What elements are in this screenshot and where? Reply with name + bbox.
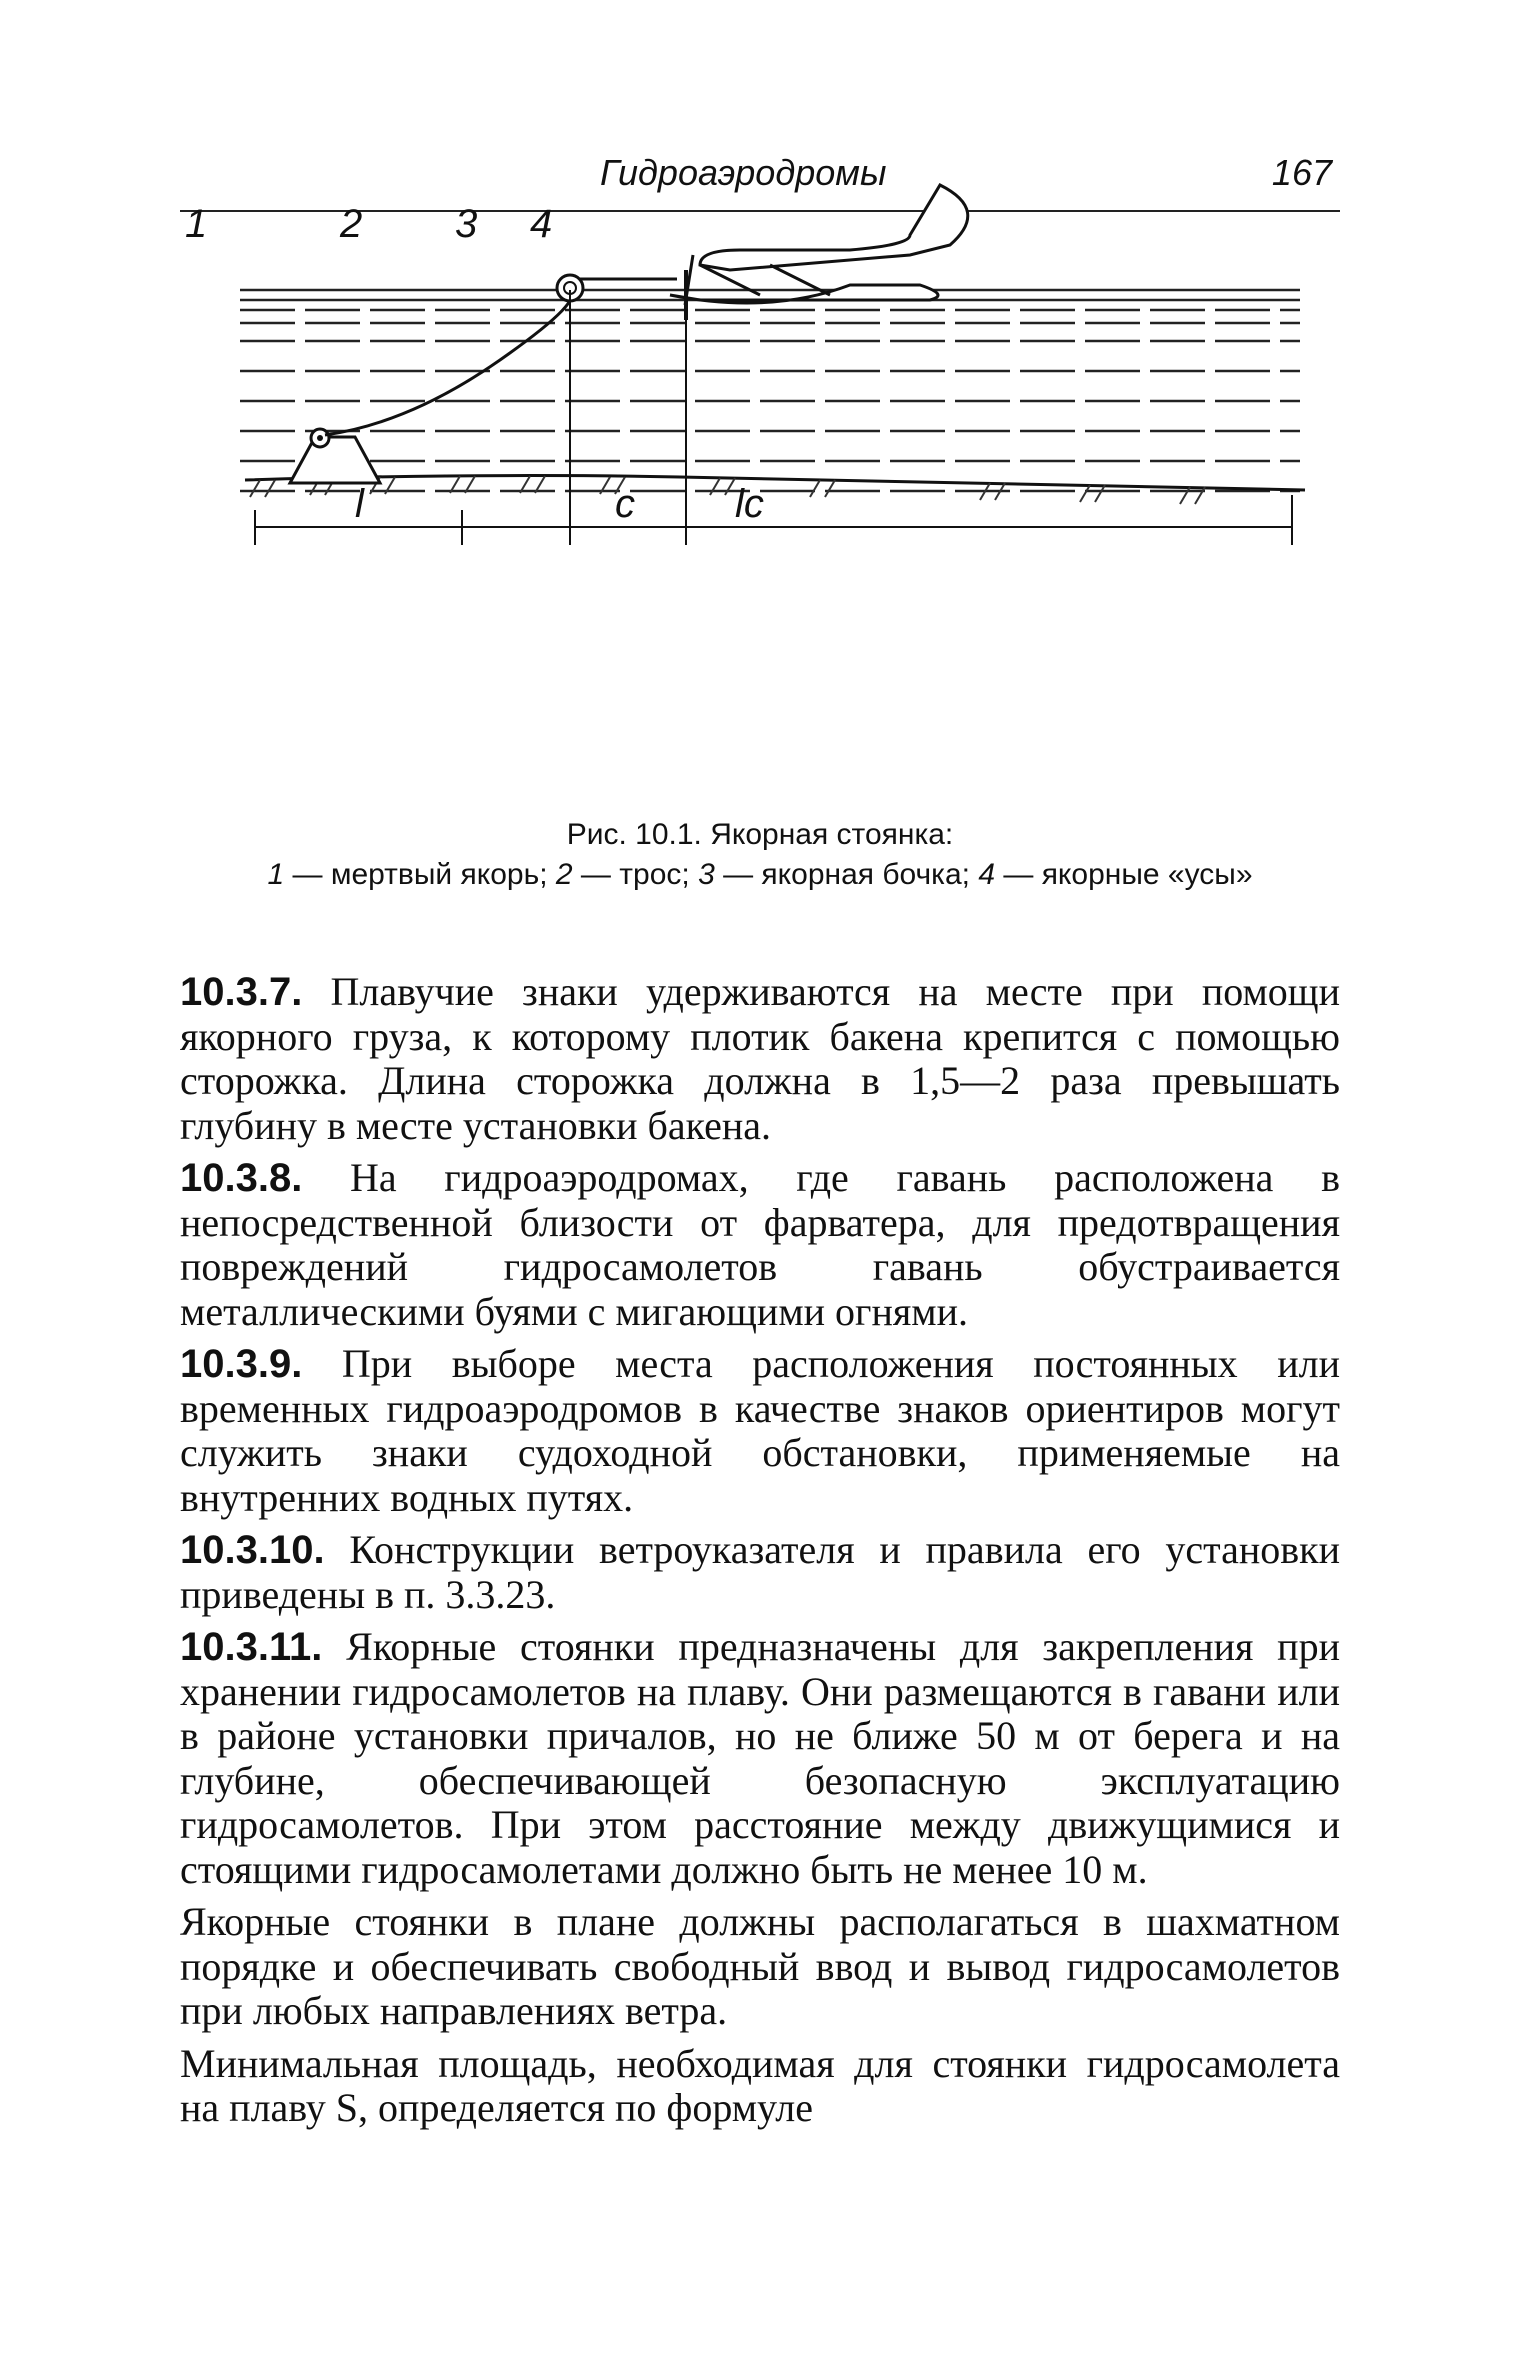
paragraph-10-3-8: 10.3.8. На гидроаэродромах, где гавань расположена в непосредственной близости от фарватера, для предотвращения повреждений гидросамолетов гавань обустраивается металлическими буями с мигающими огнями. bbox=[180, 1155, 1340, 1334]
caption-title: Рис. 10.1. Якорная стоянка: bbox=[566, 818, 954, 851]
figure-anchorage bbox=[185, 202, 1310, 825]
page-number: 167 bbox=[1271, 152, 1332, 193]
fig-label-3: 3 bbox=[455, 202, 478, 246]
dead-anchor bbox=[290, 437, 380, 483]
paragraph-10-3-7: 10.3.7. Плавучие знаки удерживаются на месте при помощи якорного груза, к которому плотик бакена крепится с помощью сторожка. Длина сторожка должна в 1,5—2 раза превышать глубину в месте установки бакена. bbox=[180, 969, 1341, 1148]
paragraph-min-area: Минимальная площадь, необходимая для стоянки гидросамолета на плаву S, определяется по формуле bbox=[180, 2040, 1340, 2130]
paragraph-10-3-9: 10.3.9. При выборе места расположения постоянных или временных гидроаэродромов в качестве знаков ориентиров могут служить знаки судоходной обстановки, применяемые на внутренних водных путях. bbox=[180, 1341, 1340, 1520]
paragraph-chess-order: Якорные стоянки в плане должны располагаться в шахматном порядке и обеспечивать свободный ввод и вывод гидросамолетов при любых направлениях ветра. bbox=[180, 1899, 1340, 2033]
paragraph-10-3-10: 10.3.10. Конструкции ветроуказателя и правила его установки приведены в п. 3.3.23. bbox=[180, 1527, 1340, 1617]
dim-label-lc: lc bbox=[735, 482, 764, 526]
caption-legend: 1 — мертвый якорь; 2 — трос; 3 — якорная бочка; 4 — якорные «усы» bbox=[267, 858, 1253, 891]
fig-label-1: 1 bbox=[185, 202, 208, 246]
figure-caption bbox=[180, 815, 1340, 895]
seabed-line bbox=[245, 476, 1305, 490]
body-text bbox=[180, 970, 1340, 2139]
paragraph-10-3-11: 10.3.11. Якорные стоянки предназначены для закрепления при хранении гидросамолетов на плаву. Они размещаются в гавани или в районе установки причалов, но не ближе 50 м от берега и на глубине, обеспечивающей безопасную эксплуатацию гидросамолетов. При этом расстояние между движущимися и стоящими гидросамолетами должно быть не менее 10 м. bbox=[180, 1624, 1340, 1892]
anchorage-diagram bbox=[185, 202, 1310, 825]
dim-label-l: l bbox=[355, 482, 364, 526]
fig-label-4: 4 bbox=[530, 202, 553, 246]
dim-label-c: c bbox=[615, 482, 635, 526]
fig-label-2: 2 bbox=[340, 202, 363, 246]
water-lines bbox=[240, 290, 1300, 491]
running-title: Гидроаэродромы bbox=[600, 152, 887, 193]
cable bbox=[325, 290, 572, 435]
